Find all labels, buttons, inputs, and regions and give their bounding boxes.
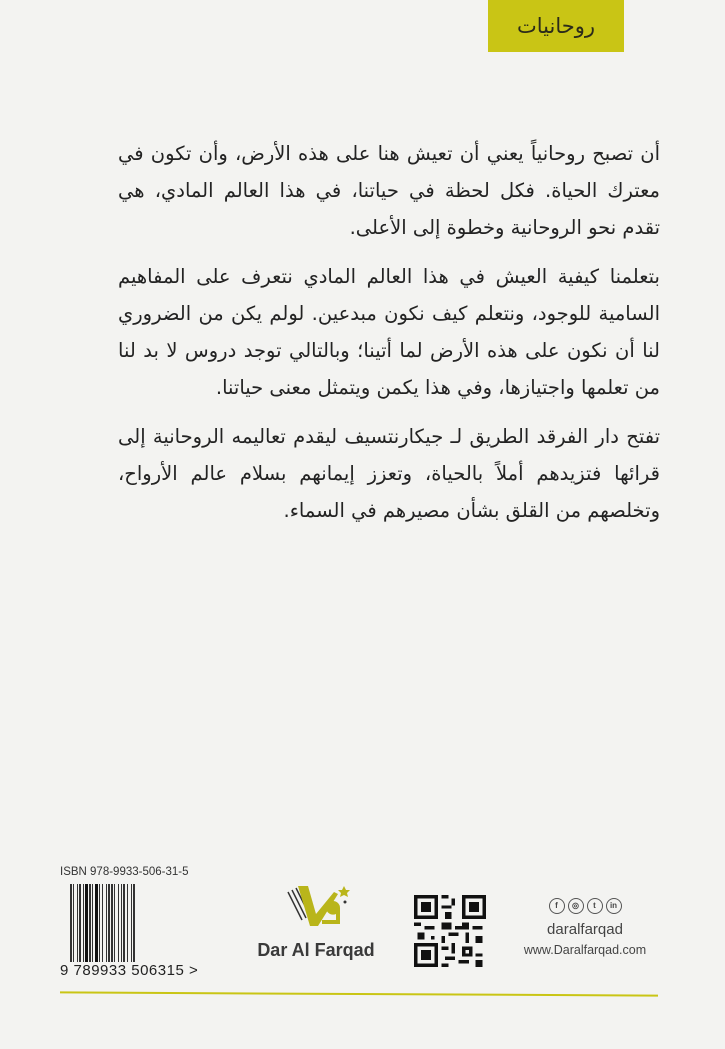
accent-divider <box>60 991 658 996</box>
qr-code-icon <box>414 895 486 967</box>
instagram-icon[interactable]: ◎ <box>568 898 584 914</box>
linkedin-icon[interactable]: in <box>606 898 622 914</box>
description-paragraph: أن تصبح روحانياً يعني أن تعيش هنا على هذه الأرض، وأن تكون في معترك الحياة. فكل لحظة في حياتنا، في هذا العالم المادي، هي تقدم نحو الروحانية وخطوة إلى الأعلى. <box>118 142 660 239</box>
description-paragraph: بتعلمنا كيفية العيش في هذا العالم المادي نتعرف على المفاهيم السامية للوجود، ونتعلم كيف نكون مبدعين. لولم يكن من الضروري لنا أن نكون على هذه الأرض لما أتينا؛ وبالتالي توجد دروس لا بد لنا من تعلمها واجتيازها، وفي هذا يكمن ويتمثل معنى حياتنا. <box>118 265 660 399</box>
facebook-icon[interactable]: f <box>549 898 565 914</box>
category-tag-label: روحانيات <box>516 14 595 38</box>
publisher-logo <box>236 884 396 974</box>
social-handle: daralfarqad <box>547 921 623 938</box>
social-icons <box>510 898 660 914</box>
barcode <box>70 884 170 962</box>
dar-al-farqad-logo-icon <box>284 884 354 934</box>
isbn-label: ISBN 978-9933-506-31-5 <box>60 866 189 878</box>
publisher-contact <box>510 898 660 957</box>
category-tag <box>488 0 624 52</box>
isbn-digits: 9 789933 506315 > <box>60 962 199 979</box>
twitter-icon[interactable]: t <box>587 898 603 914</box>
description-paragraph: تفتح دار الفرقد الطريق لـ جيكارنتسيف ليقدم تعاليمه الروحانية إلى قرائها فتزيدهم أملاً بالحياة، وتعزز إيمانهم بسلام عالم الأرواح، وتخلصهم من القلق بشأن مصيرهم في السماء. <box>118 425 660 522</box>
website-link[interactable]: www.Daralfarqad.com <box>523 943 647 957</box>
publisher-name: Dar Al Farqad <box>257 940 375 960</box>
back-cover-description <box>118 135 660 541</box>
